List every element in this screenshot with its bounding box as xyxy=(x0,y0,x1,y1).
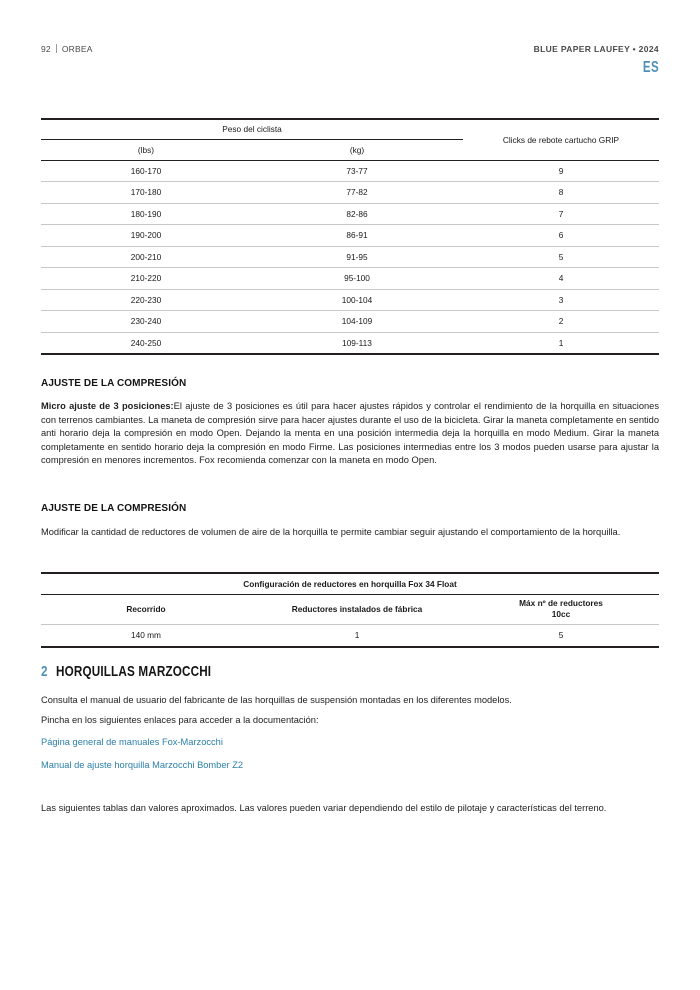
table-row xyxy=(41,160,659,182)
cell-lbs: 220-230 xyxy=(41,289,251,311)
fork-table-body xyxy=(41,160,659,354)
cell-clicks: 5 xyxy=(463,246,659,268)
volume-header-max-line2: 10cc xyxy=(551,609,571,619)
cell-clicks: 6 xyxy=(463,225,659,247)
brand-name: ORBEA xyxy=(61,44,93,54)
link-fox-marzocchi-manuals[interactable]: Página general de manuales Fox-Marzocchi xyxy=(41,737,223,747)
paragraph-volume-spacers: Modificar la cantidad de reductores de volumen de aire de la horquilla te permite cambiar seguir ajustando el comportamiento de la horquilla. xyxy=(41,527,621,537)
volume-table-body xyxy=(41,624,659,647)
fork-group-header-weight: Peso del ciclista xyxy=(41,119,463,139)
cell-kg: 77-82 xyxy=(251,182,463,204)
paragraph-marzocchi-intro: Consulta el manual de usuario del fabricante de las horquillas de suspensión montadas en los diferentes modelos. xyxy=(41,695,512,705)
volume-spacer-table xyxy=(41,572,659,648)
cell-lbs: 180-190 xyxy=(41,203,251,225)
heading-compression-adjustment: AJUSTE DE LA COMPRESIÓN xyxy=(41,378,187,389)
fork-header-clicks: Clicks de rebote cartucho GRIP xyxy=(463,119,659,160)
cell-kg: 100-104 xyxy=(251,289,463,311)
table-row xyxy=(41,332,659,354)
cell-lbs: 170-180 xyxy=(41,182,251,204)
cell-clicks: 4 xyxy=(463,268,659,290)
paragraph-micro-lead: Micro ajuste de 3 posiciones: xyxy=(41,401,174,411)
section-heading-marzocchi xyxy=(41,663,659,680)
cell-kg: 82-86 xyxy=(251,203,463,225)
table-row xyxy=(41,246,659,268)
paragraph-approx-values-note: Las siguientes tablas dan valores aproximados. Las valores pueden variar dependiendo del estilo de pilotaje y características del terreno. xyxy=(41,803,607,813)
cell-clicks: 9 xyxy=(463,160,659,182)
header-divider xyxy=(56,44,57,53)
fork-table-group-row xyxy=(41,119,659,139)
document-title: BLUE PAPER LAUFEY • 2024 xyxy=(533,44,659,54)
cell-lbs: 210-220 xyxy=(41,268,251,290)
cell-kg: 109-113 xyxy=(251,332,463,354)
cell-kg: 86-91 xyxy=(251,225,463,247)
table-row xyxy=(41,289,659,311)
page-header xyxy=(41,43,659,76)
cell-max-spacers: 5 xyxy=(463,624,659,647)
section-number: 2 xyxy=(41,663,48,680)
volume-header-travel: Recorrido xyxy=(126,603,166,614)
language-badge: ES xyxy=(642,59,659,76)
cell-lbs: 200-210 xyxy=(41,246,251,268)
volume-header-max-line1: Máx nº de reductores xyxy=(519,598,603,609)
paragraph-micro-adjustment xyxy=(41,400,659,468)
table-row xyxy=(41,225,659,247)
volume-table-col-row xyxy=(41,594,659,624)
table-row xyxy=(41,203,659,225)
paragraph-micro-body: El ajuste de 3 posiciones es útil para hacer ajustes rápidos y controlar el rendimiento de la horquilla en situaciones con terrenos cambiantes. La maneta de compresión sirve para hacer ajustes durante el uso de la bicicleta. Girar la maneta completamente en sentido anti horario deja la compresión en modo Open. Dejando la menta en una posición intermedia deja la horquilla en modo Medium. Girar la maneta completamente en sentido horario deja la compresión en modo Firme. Las posiciones intermedias entre los 3 modos pueden usarse para ajustar la compresión en menores incrementos. Fox recomienda comenzar con la maneta en modo Open. xyxy=(41,401,659,466)
table-row xyxy=(41,311,659,333)
table-row xyxy=(41,624,659,647)
paragraph-links-lead: Pincha en los siguientes enlaces para acceder a la documentación: xyxy=(41,715,319,725)
cell-clicks: 8 xyxy=(463,182,659,204)
cell-lbs: 190-200 xyxy=(41,225,251,247)
volume-header-max xyxy=(463,594,659,624)
fork-header-kg: (kg) xyxy=(349,144,365,155)
cell-kg: 104-109 xyxy=(251,311,463,333)
cell-lbs: 240-250 xyxy=(41,332,251,354)
volume-table-title: Configuración de reductores en horquilla Fox 34 Float xyxy=(41,573,659,594)
link-bomber-z2-manual[interactable]: Manual de ajuste horquilla Marzocchi Bomber Z2 xyxy=(41,760,244,770)
table-row xyxy=(41,182,659,204)
cell-lbs: 160-170 xyxy=(41,160,251,182)
volume-header-factory: Reductores instalados de fábrica xyxy=(291,603,423,614)
cell-travel: 140 mm xyxy=(41,624,251,647)
fork-table-head xyxy=(41,119,659,160)
cell-kg: 91-95 xyxy=(251,246,463,268)
heading-volume-adjustment: AJUSTE DE LA COMPRESIÓN xyxy=(41,503,187,514)
cell-kg: 73-77 xyxy=(251,160,463,182)
fork-rebound-table xyxy=(41,118,659,355)
cell-clicks: 1 xyxy=(463,332,659,354)
cell-clicks: 7 xyxy=(463,203,659,225)
cell-factory-spacers: 1 xyxy=(251,624,463,647)
volume-table-head xyxy=(41,573,659,624)
table-row xyxy=(41,268,659,290)
page-number: 92 xyxy=(41,44,51,54)
fork-header-lbs: (lbs) xyxy=(137,144,155,155)
header-left xyxy=(41,43,93,54)
volume-table-title-row xyxy=(41,573,659,594)
section-title: HORQUILLAS MARZOCCHI xyxy=(56,663,212,680)
cell-lbs: 230-240 xyxy=(41,311,251,333)
cell-kg: 95-100 xyxy=(251,268,463,290)
cell-clicks: 3 xyxy=(463,289,659,311)
cell-clicks: 2 xyxy=(463,311,659,333)
